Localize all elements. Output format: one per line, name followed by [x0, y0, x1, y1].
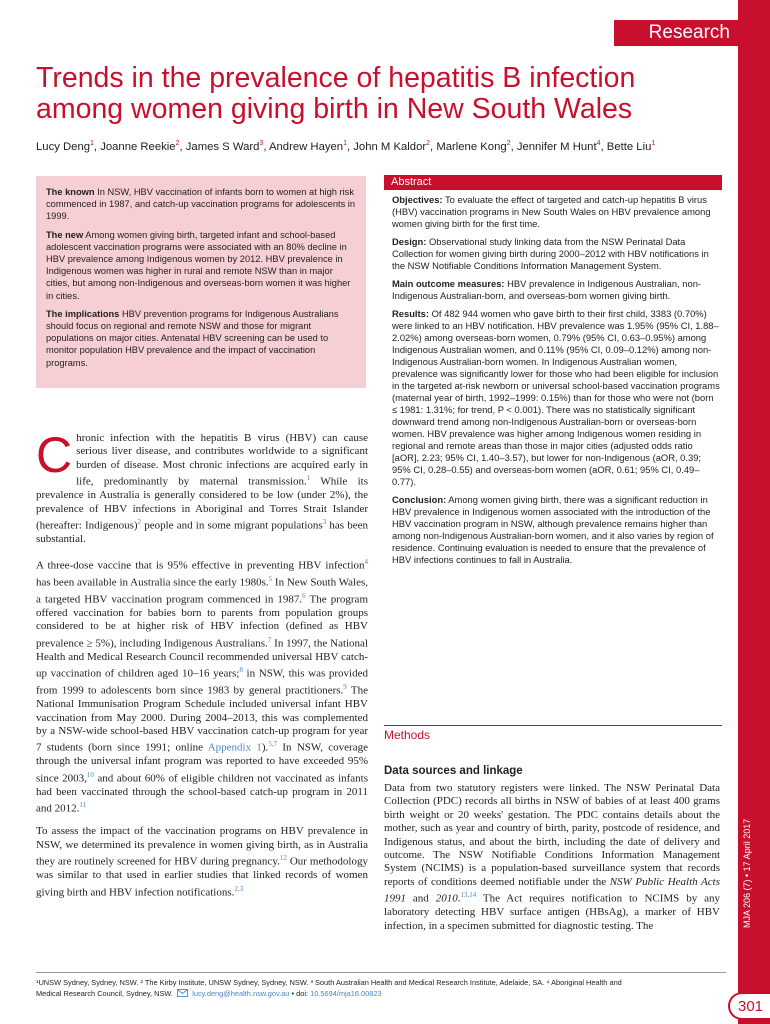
author-name: Jennifer M Hunt [516, 140, 597, 153]
reference-citation[interactable]: 5,7 [268, 740, 278, 749]
author-name: Marlene Kong [436, 140, 507, 153]
affiliations-footer [36, 977, 726, 1000]
results-label: Results: [392, 308, 429, 319]
italic-text: 2010 [435, 892, 458, 905]
methods-paragraph: Data from two statutory registers were linked. The NSW Perinatal Data Collection (PDC) records all births in NSW of babies of at least 400 grams birth weight or 20 weeks' gestation. The PDC contains details about the mother, such as year and country of birth, parity, postcode of residence, and Indigenous status, and about the birth, including the date of delivery and outcome. The NSW Notifiable Conditions Information Management System (NCIMS) is a population-based surveillance system that records reports of conditions deemed notifiable under the NSW Public Health Acts 1991 and 2010.$^{13,14}$ The Act requires notification to NCIMS by any laboratory detecting HBV surface antigen (HBsAg), a marker of HBV infection, in a specimen submitted for diagnostic testing. The [384, 782, 720, 932]
abstract-heading: Abstract [384, 175, 722, 190]
reference-citation[interactable]: 6 [302, 591, 306, 600]
author-affiliation-ref: 3 [259, 140, 264, 147]
author-affiliation-ref: 1 [651, 140, 656, 147]
page-number: 301 [738, 998, 764, 1015]
affiliations-line-1: ¹UNSW Sydney, Sydney, NSW. ² The Kirby Institute, UNSW Sydney, Sydney, NSW. ³ South Australian Health and Medical Research Institute, Adelaide, SA. ⁴ Aboriginal Health and [36, 978, 622, 987]
implications-label: The implications [46, 308, 120, 319]
known-text: In NSW, HBV vaccination of infants born to women at high risk commenced in 1987, and catch-up vaccination programs for adolescents in 1999. [46, 187, 356, 222]
author-list: Lucy Deng$^1$, Joanne Reekie$^2$, James S Ward$^3$, Andrew Hayen$^1$, John M Kaldor$^2$, Marlene Kong$^2$, Jennifer M Hunt$^4$, Bette Liu$^1$ [36, 140, 656, 153]
data-sources-heading: Data sources and linkage [384, 765, 523, 777]
author-name: James S Ward [185, 140, 260, 153]
author-affiliation-ref: 1 [90, 140, 94, 147]
appendix-link[interactable]: Appendix 1 [207, 742, 262, 755]
key-points-box [36, 176, 366, 388]
doi-link[interactable]: 10.5694/mja16.00823 [310, 989, 382, 998]
reference-citation[interactable]: 5 [268, 574, 273, 583]
reference-citation[interactable]: 2,3 [234, 884, 244, 893]
email-link[interactable]: lucy.deng@health.nsw.gov.au [192, 989, 290, 998]
author-affiliation-ref: 4 [596, 140, 601, 147]
page-number-badge [728, 992, 770, 1020]
reference-citation[interactable]: 2 [137, 518, 142, 527]
reference-citation[interactable]: 8 [239, 666, 243, 675]
results-text: Of 482 944 women who gave birth to their first child, 3383 (0.70%) were linked to an HBV notification. HBV prevalence was 1.95% (95% CI, 1.88–2.02%) among overseas-born women, 0.79% (95% CI, 0.63–0.95%) among Indigenous Australian women, and 0.11% (95% CI, 0.09–0.12%) among non-Indigenous Australian-born women. In Indigenous Australian women, prevalence was significantly lower for those who had been eligible for inclusion in the targeted at-risk newborn or universal school-based vaccination programs (maternal year of birth, 1992–1999: 0.15%) than for those who were not (born ≤ 1981: 1.31%; for trend, P < 0.001). There was no statistically significant downward trend among non-Indigenous Australian-born or overseas-born women. HBV prevalence was higher among Indigenous women residing in regional and remote areas than those in major cities (adjusted odds ratio [aOR], 2.23; 95% CI, 1.40–3.57), but lower for non-Indigenous (aOR, 0.39; 95% CI, 0.28–0.55) and overseas-born women (aOR, 0.61; 95% CI, 0.49–0.77). [392, 308, 720, 487]
reference-citation[interactable]: 9 [343, 683, 347, 692]
new-text: Among women giving birth, targeted infant and school-based adolescent vaccination programs were associated with an 80% decline in HBV prevalence among Indigenous women by 2012. HBV prevalence in Indigenous women was higher in rural and remote NSW than in major cities, but among non-Indigenous and overseas-born women it was higher in cities. [46, 229, 351, 301]
new-label: The new [46, 229, 84, 240]
reference-citation[interactable]: 3 [322, 518, 327, 527]
affiliations-line-2 [36, 988, 726, 1000]
outcome-label: Main outcome measures: [392, 278, 505, 289]
author-affiliation-ref: 1 [343, 140, 347, 147]
author-affiliation-ref: 2 [426, 140, 431, 147]
methods-heading: Methods [384, 725, 722, 742]
author-name: John M Kaldor [353, 140, 427, 153]
reference-citation[interactable]: 13,14 [460, 891, 477, 900]
reference-citation[interactable]: 1 [306, 474, 311, 483]
known-label: The known [46, 187, 95, 197]
italic-text: NSW Public Health Acts 1991 [384, 875, 720, 905]
objectives-text: To evaluate the effect of targeted and catch-up hepatitis B virus (HBV) vaccination programs in New South Wales on HBV prevalence among women giving birth for the first time. [392, 194, 711, 229]
reference-citation[interactable]: 7 [267, 635, 272, 644]
doi-label: • doi: [291, 989, 309, 998]
intro-paragraph-2: A three-dose vaccine that is 95% effective in preventing HBV infection$^4$ has been available in Australia since the early 1980s.$^5$ In New South Wales, a targeted HBV vaccination program commenced in 1987.$^6$ The program offered vaccination for babies born to parents from population groups considered to be at higher risk of HBV infection (defined as HBV prevalence ≥ 5%), including Indigenous Australians.$^7$ In 1997, the National Health and Medical Research Council recommended universal HBV catch-up vaccination of children aged 10–16 years;$^8$ in NSW, this was provided from 1999 to adolescents born since 1983 by general practitioners.$^9$ The National Immunisation Program Schedule included universal infant HBV vaccination from May 2000. During 2004–2013, this was complemented by a NSW-wide school-based HBV vaccination catch-up program for year 7 students (born since 1991; online Appendix 1).$^{5,7}$ In NSW, coverage through the universal infant program was reported to have exceeded 95% since 2003,10 and about 60% of eligible children not vaccinated as infants had been vaccinated through the school-based catch-up program in 2011 and 2012.11 [36, 557, 369, 815]
reference-citation[interactable]: 10 [86, 770, 94, 779]
abstract-body [392, 194, 720, 572]
envelope-icon [177, 989, 188, 1000]
outcome-text: HBV prevalence in Indigenous Australian, non-Indigenous Australian-born, and overseas-born women giving birth. [392, 278, 702, 301]
drop-cap: C [36, 427, 73, 483]
intro-paragraph-1: Chronic infection with the hepatitis B virus (HBV) can cause serious liver disease, and contributes worldwide to a significant burden of disease. Most chronic infections are acquired early in life, predominantly by maternal transmission.$^1$ While its prevalence in Australia is generally considered to be low (under 2%), the prevalence of HBV infections in Aboriginal and Torres Strait Islander (hereafter: Indigenous)$^2$ people and in some migrant populations$^3$ has been substantial. [36, 427, 368, 546]
introduction-column [36, 427, 369, 909]
objectives-label: Objectives: [392, 194, 443, 205]
conclusion-label: Conclusion: [392, 494, 447, 505]
affiliations-line-2-text: Medical Research Council, Sydney, NSW. [36, 989, 174, 998]
section-label: Research [648, 22, 730, 43]
implications-text: HBV prevention programs for Indigenous Australians should focus on regional and remote NSW and those for migrant populations on major cities. Antenatal HBV screening can be used to monitor population HBV prevalence and the impact of vaccination programs. [46, 308, 339, 368]
author-name: Lucy Deng [36, 140, 91, 153]
author-affiliation-ref: 2 [175, 140, 180, 147]
design-text: Observational study linking data from the NSW Perinatal Data Collection for women giving birth during 2000–2012 with HBV notifications in the NSW Notifiable Conditions Information Management System. [392, 236, 709, 271]
article-title: Trends in the prevalence of hepatitis B infection among women giving birth in New South Wales [36, 62, 636, 125]
section-tab [614, 20, 738, 46]
conclusion-text: Among women giving birth, there was a significant reduction in HBV prevalence in Indigenous women associated with the introduction of the HBV vaccination program in NSW, although prevalence remains higher than among non-Indigenous Australian-born women, and it also varies by region of residence. Continuing evaluation is needed to ensure that the prevalence of HBV infections continues to fall in Australia. [392, 494, 714, 565]
author-name: Bette Liu [606, 140, 652, 153]
author-affiliation-ref: 2 [506, 140, 511, 147]
reference-citation[interactable]: 12 [279, 854, 287, 863]
footer-divider [36, 972, 726, 973]
reference-citation[interactable]: 4 [364, 557, 368, 566]
author-name: Andrew Hayen [268, 140, 344, 153]
reference-citation[interactable]: 11 [79, 801, 87, 810]
intro-paragraph-3: To assess the impact of the vaccination programs on HBV prevalence in NSW, we determined its prevalence in women giving birth, as in Australia they are routinely screened for HBV during pregnancy.$^{12}$ Our methodology was similar to that used in earlier studies that linked records of women giving birth and HBV infection notifications.$^{2,3}$ [36, 825, 368, 899]
journal-meta: MJA 206 (7) • 17 April 2017 [742, 818, 752, 928]
design-label: Design: [392, 236, 427, 247]
author-name: Joanne Reekie [100, 140, 176, 153]
